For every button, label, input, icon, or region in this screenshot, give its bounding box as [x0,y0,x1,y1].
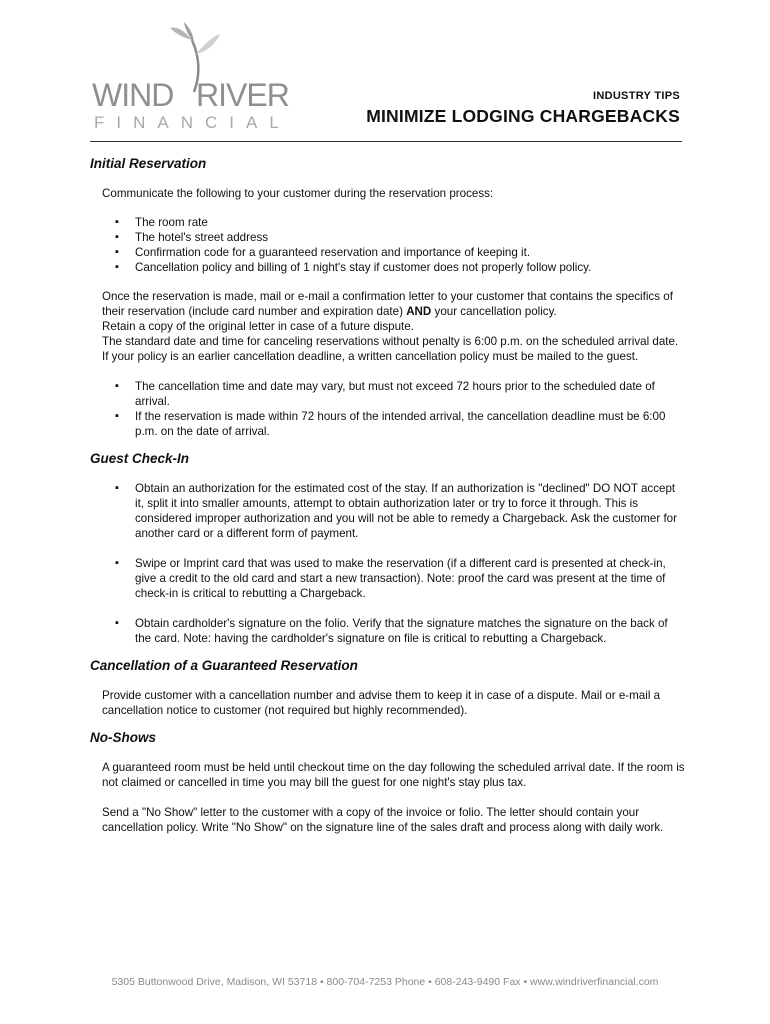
list-item: ▪ Cancellation policy and billing of 1 night's stay if customer does not properly follow policy. [102,260,686,275]
section-heading-guest-check-in: Guest Check-In [90,451,190,466]
confirmation-text-start: Once the reservation is made, mail or e-mail a confirmation letter to your customer that contains the specifics of their reservation (include card number and expiration date) [102,290,673,318]
cancellation-rules-list [90,379,686,439]
page-title: MINIMIZE LODGING CHARGEBACKS [366,106,680,126]
list-item: ▪ Obtain an authorization for the estimated cost of the stay. If an authorization is "declined" DO NOT accept it, split it into smaller amounts, attempt to obtain authorization later or try to force it through. This is considered improper authorization and you will not be able to remedy a Chargeback. Ask the customer for another card or a different form of payment. [102,481,686,541]
logo-river-text: RIVER [196,77,289,113]
initial-intro: Communicate the following to your customer during the reservation process: [102,187,494,200]
list-item: ▪ Confirmation code for a guaranteed reservation and importance of keeping it. [102,245,686,260]
header-divider [90,141,682,142]
initial-checklist [90,215,686,275]
wind-river-financial-logo [92,20,292,132]
section-heading-no-shows: No-Shows [90,730,156,745]
check-in-list [90,481,686,646]
no-show-letter-paragraph: Send a "No Show" letter to the customer with a copy of the invoice or folio. The letter should contain your cancellation policy. Write "No Show" on the signature line of the sales draft and process along with daily work. [102,806,664,834]
retain-copy-paragraph: Retain a copy of the original letter in case of a future dispute. [102,320,414,333]
section-heading-initial-reservation: Initial Reservation [90,156,207,171]
document-header [366,90,680,127]
list-item: ▪ The hotel's street address [102,230,686,245]
footer-contact-info: 5305 Buttonwood Drive, Madison, WI 53718 • 800-704-7253 Phone • 608-243-9490 Fax • www.windriverfinancial.com [111,976,659,988]
confirmation-text-bold: AND [406,305,432,318]
list-item: ▪ Obtain cardholder's signature on the folio. Verify that the signature matches the signature on the back of the card. Note: having the cardholder's signature on file is critical to rebutting a Chargeback. [102,616,686,646]
confirmation-paragraph [102,289,686,319]
section-heading-cancellation: Cancellation of a Guaranteed Reservation [90,658,358,673]
document-body [90,156,686,835]
logo-financial-text: FINANCIAL [94,113,291,132]
confirmation-text-end: your cancellation policy. [431,305,557,318]
list-item: ▪ The room rate [102,215,686,230]
list-item: ▪ If the reservation is made within 72 hours of the intended arrival, the cancellation deadline must be 6:00 p.m. on the date of arrival. [102,409,686,439]
logo-wind-text: WIND [92,77,174,113]
list-item: ▪ The cancellation time and date may vary, but must not exceed 72 hours prior to the scheduled date of arrival. [102,379,686,409]
list-item: ▪ Swipe or Imprint card that was used to make the reservation (if a different card is presented at check-in, give a credit to the old card and start a new transaction). Note: proof the card was present at the time of check-in is critical to rebutting a Chargeback. [102,556,686,601]
no-show-hold-paragraph: A guaranteed room must be held until checkout time on the day following the scheduled arrival date. If the room is not claimed or cancelled in time you may bill the guest for one night's stay plus tax. [102,761,685,789]
standard-cancel-paragraph: The standard date and time for canceling reservations without penalty is 6:00 p.m. on the scheduled arrival date. If your policy is an earlier cancellation deadline, a written cancellation policy must be mailed to the guest. [102,335,679,363]
kicker-label: INDUSTRY TIPS [592,90,680,102]
cancellation-paragraph: Provide customer with a cancellation number and advise them to keep it in case of a dispute. Mail or e-mail a cancellation notice to customer (not required but highly recommended). [102,689,661,717]
